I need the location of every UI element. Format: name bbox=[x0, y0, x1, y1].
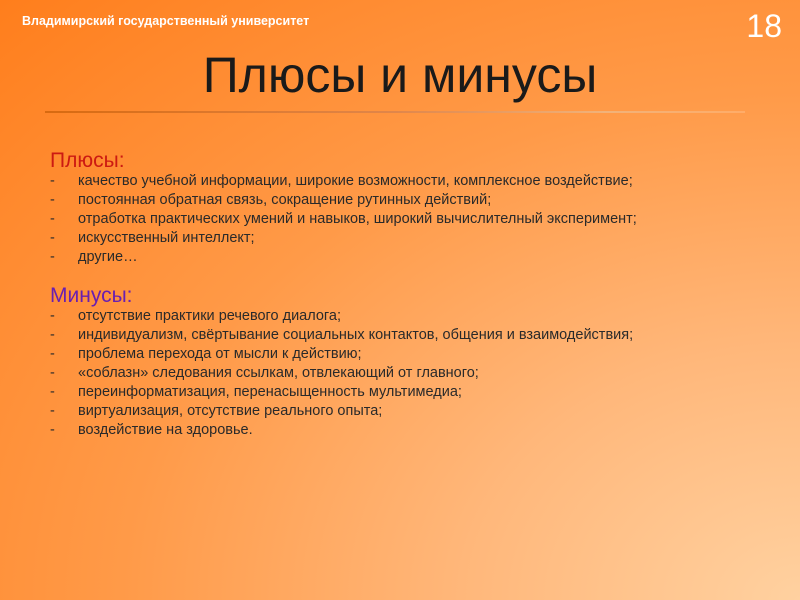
cons-list-item bbox=[50, 384, 750, 400]
pros-item-text: качество учебной информации, широкие возможности, комплексное воздействие; bbox=[78, 173, 633, 189]
cons-list bbox=[50, 308, 750, 438]
cons-section bbox=[50, 283, 750, 438]
cons-item-text: «соблазн» следования ссылкам, отвлекающий от главного; bbox=[78, 365, 479, 381]
pros-list-item bbox=[50, 230, 750, 246]
cons-list-item bbox=[50, 308, 750, 324]
cons-item-text: индивидуализм, свёртывание социальных контактов, общения и взаимодействия; bbox=[78, 327, 634, 343]
bullet-dash: - bbox=[50, 211, 55, 227]
bullet-dash: - bbox=[50, 346, 55, 362]
bullet-dash: - bbox=[50, 365, 55, 381]
cons-item-text: проблема перехода от мысли к действию; bbox=[78, 346, 362, 362]
title-divider bbox=[45, 111, 745, 113]
cons-item-text: воздействие на здоровье. bbox=[78, 422, 253, 438]
bullet-dash: - bbox=[50, 192, 55, 208]
pros-list-item bbox=[50, 173, 750, 189]
bullet-dash: - bbox=[50, 327, 55, 343]
cons-heading: Минусы: bbox=[50, 284, 133, 307]
bullet-dash: - bbox=[50, 384, 55, 400]
pros-list bbox=[50, 173, 750, 265]
pros-list-item bbox=[50, 211, 750, 227]
university-name: Владимирский государственный университет bbox=[22, 14, 310, 28]
pros-item-text: искусственный интеллект; bbox=[78, 230, 255, 246]
cons-list-item bbox=[50, 346, 750, 362]
slide-title: Плюсы и минусы bbox=[202, 47, 598, 103]
cons-list-item bbox=[50, 327, 750, 343]
slide-content bbox=[50, 148, 750, 441]
bullet-dash: - bbox=[50, 308, 55, 324]
cons-list-item bbox=[50, 365, 750, 381]
slide-number: 18 bbox=[746, 8, 782, 44]
pros-section bbox=[50, 148, 750, 265]
pros-list-item bbox=[50, 192, 750, 208]
cons-item-text: отсутствие практики речевого диалога; bbox=[78, 308, 341, 324]
bullet-dash: - bbox=[50, 403, 55, 419]
cons-list-item bbox=[50, 403, 750, 419]
pros-heading: Плюсы: bbox=[50, 149, 125, 172]
bullet-dash: - bbox=[50, 173, 55, 189]
pros-list-item bbox=[50, 249, 750, 265]
cons-item-text: виртуализация, отсутствие реального опыта; bbox=[78, 403, 383, 419]
bullet-dash: - bbox=[50, 230, 55, 246]
pros-item-text: отработка практических умений и навыков, широкий вычислителный эксперимент; bbox=[78, 211, 637, 227]
cons-item-text: переинформатизация, перенасыщенность мультимедиа; bbox=[78, 384, 462, 400]
pros-item-text: постоянная обратная связь, сокращение рутинных действий; bbox=[78, 192, 492, 208]
bullet-dash: - bbox=[50, 249, 55, 265]
pros-item-text: другие… bbox=[78, 249, 138, 265]
bullet-dash: - bbox=[50, 422, 55, 438]
cons-list-item bbox=[50, 422, 750, 438]
